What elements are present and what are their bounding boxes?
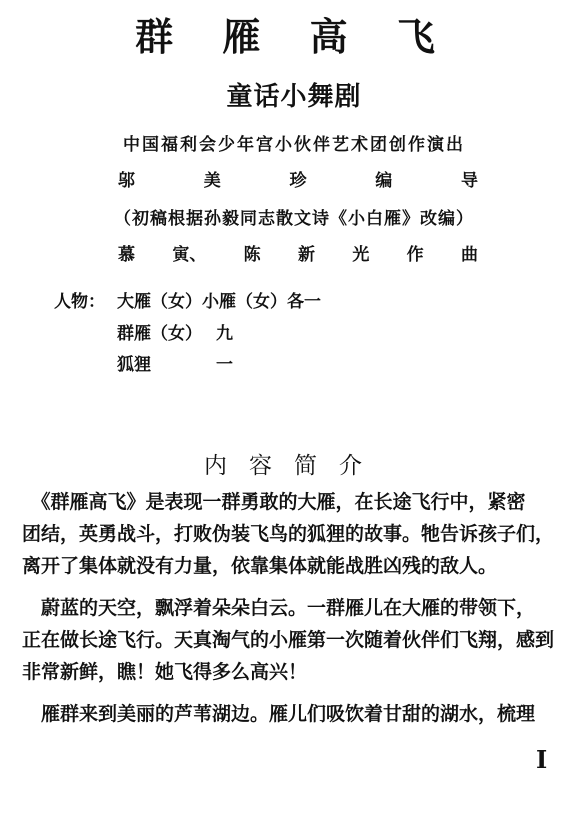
composer-credit bbox=[118, 240, 478, 265]
composer-char: 新 bbox=[297, 245, 315, 265]
composer-char: 曲 bbox=[460, 245, 478, 265]
director-char: 编 bbox=[375, 171, 393, 191]
paragraph-line: 《群雁高飞》是表现一群勇敢的大雁，在长途飞行中，紧密 bbox=[22, 491, 526, 513]
character-count: 九 bbox=[216, 324, 233, 344]
director-char: 珍 bbox=[289, 171, 307, 191]
character-entry: 群雁（女） bbox=[117, 324, 202, 344]
paragraph-line: 离开了集体就没有力量，依靠集体就能战胜凶残的敌人。 bbox=[22, 555, 498, 577]
synopsis-paragraph bbox=[22, 486, 582, 582]
composer-char: 慕 bbox=[118, 245, 135, 265]
composer-char: 陈 bbox=[243, 245, 261, 265]
director-char: 导 bbox=[461, 171, 478, 191]
composer-char: 作 bbox=[406, 245, 424, 265]
troupe-credit: 中国福利会少年宫小伙伴艺术团创作演出 bbox=[123, 135, 465, 155]
character-count: 一 bbox=[216, 355, 233, 375]
director-credit bbox=[118, 166, 478, 191]
characters-label: 人物： bbox=[54, 292, 105, 312]
composer-char: 寅、 bbox=[172, 245, 207, 265]
director-char: 美 bbox=[203, 171, 221, 191]
paragraph-line: 非常新鲜，瞧！她飞得多么高兴！ bbox=[22, 661, 308, 683]
paragraph-line: 蔚蓝的天空，飘浮着朵朵白云。一群雁儿在大雁的带领下， bbox=[22, 597, 536, 619]
character-entry: 狐狸 bbox=[117, 355, 151, 375]
synopsis-paragraph bbox=[22, 592, 582, 688]
page-subtitle: 童话小舞剧 bbox=[226, 82, 362, 112]
paragraph-line: 团结，英勇战斗，打败伪装飞鸟的狐狸的故事。牠告诉孩子们， bbox=[22, 523, 555, 545]
director-char: 邬 bbox=[118, 171, 135, 191]
paragraph-line: 雁群来到美丽的芦苇湖边。雁儿们吸饮着甘甜的湖水，梳理 bbox=[22, 703, 536, 725]
synopsis-heading: 内容简介 bbox=[204, 453, 384, 479]
character-entry: 大雁（女）小雁（女）各一 bbox=[117, 292, 321, 312]
synopsis-paragraph bbox=[22, 698, 582, 730]
composer-char: 光 bbox=[352, 245, 370, 265]
page-title: 群 雁 高 飞 bbox=[135, 14, 453, 59]
paragraph-line: 正在做长途飞行。天真淘气的小雁第一次随着伙伴们飞翔，感到 bbox=[22, 629, 555, 651]
adaptation-note: （初稿根据孙毅同志散文诗《小白雁》改编） bbox=[114, 209, 474, 229]
page-number: I bbox=[536, 745, 548, 774]
